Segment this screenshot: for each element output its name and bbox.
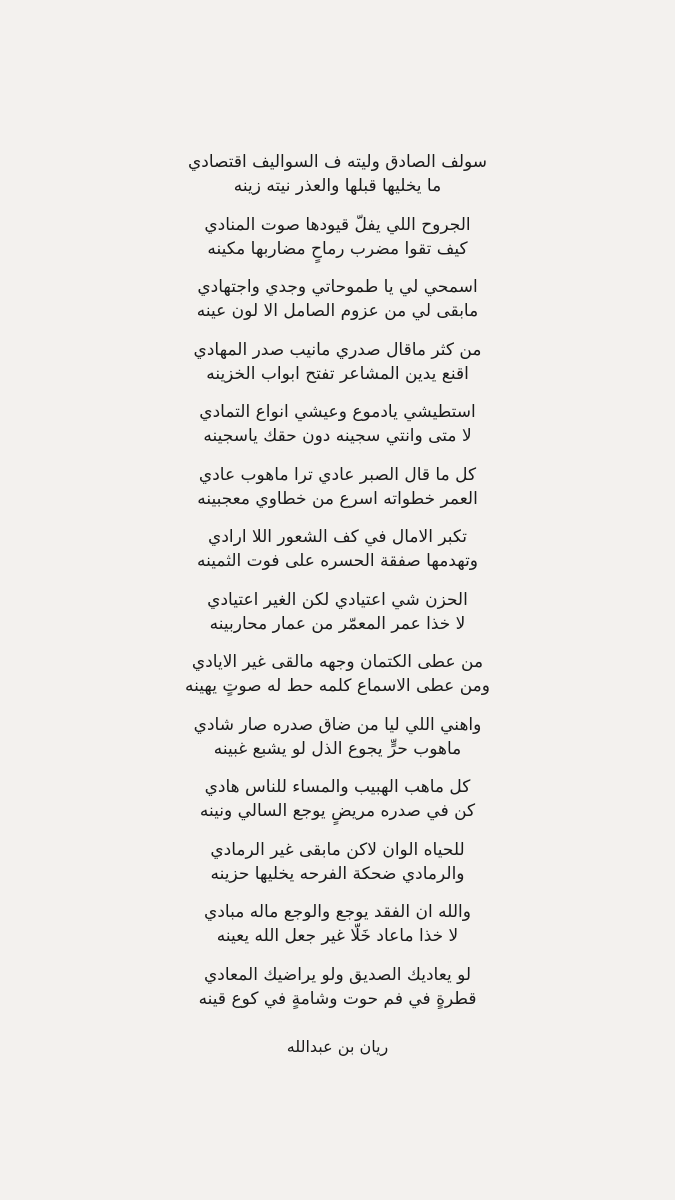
stanza-14 bbox=[0, 963, 675, 1026]
stanza-11 bbox=[0, 775, 675, 838]
verse-line: لا خذا ماعاد خَلّا غير جعل الله يعينه bbox=[216, 926, 459, 946]
stanza-8 bbox=[0, 588, 675, 651]
verse-line: ومن عطى الاسماع كلمه حط له صوتٍ يهينه bbox=[185, 676, 490, 696]
verse-line: وتهدمها صفقة الحسره على فوت الثمينه bbox=[197, 551, 479, 571]
verse-line: ما يخليها قبلها والعذر نيته زينه bbox=[233, 176, 442, 196]
verse-line: مابقى لي من عزوم الصامل الا لون عينه bbox=[196, 301, 479, 321]
verse-line: من عطى الكتمان وجهه مالقى غير الايادي bbox=[191, 652, 484, 672]
verse-line: اسمحي لي يا طموحاتي وجدي واجتهادي bbox=[197, 277, 478, 297]
verse-line: ماهوب حرٍّ يجوع الذل لو يشبع غبينه bbox=[213, 738, 462, 759]
verse-line: والله ان الفقد يوجع والوجع ماله مبادي bbox=[204, 902, 471, 922]
stanza-2 bbox=[0, 213, 675, 276]
verse-line: من كثر ماقال صدري مانيب صدر المهادي bbox=[193, 339, 482, 360]
verse-line: العمر خطواته اسرع من خطاوي معجبينه bbox=[197, 488, 478, 509]
stanza-12 bbox=[0, 838, 675, 901]
verse-line: للحياه الوان لاكن مابقى غير الرمادي bbox=[210, 839, 465, 860]
verse-line: سولف الصادق وليته ف السواليف اقتصادي bbox=[187, 152, 488, 172]
verse-line: كيف تقوا مضرب رماحٍ مضاربها مكينه bbox=[207, 238, 468, 259]
verse-line: قطرةٍ في فم حوت وشامةٍ في كوع قينه bbox=[198, 988, 477, 1009]
verse-line: لو يعاديك الصديق ولو يراضيك المعادي bbox=[203, 964, 472, 985]
poet-signature: ريان بن عبدالله bbox=[286, 1037, 389, 1056]
stanza-5 bbox=[0, 400, 675, 463]
stanza-7 bbox=[0, 525, 675, 588]
verse-line: تكبر الامال في كف الشعور اللا ارادي bbox=[208, 527, 467, 547]
verse-line: والرمادي ضحكة الفرحه يخليها حزينه bbox=[210, 863, 465, 884]
verse-line: اقنع يدين المشاعر تفتح ابواب الخزينه bbox=[206, 363, 469, 384]
verse-line: كن في صدره مريضٍ يوجع السالي ونينه bbox=[199, 801, 476, 821]
poem bbox=[0, 150, 675, 1059]
stanza-6 bbox=[0, 463, 675, 526]
stanza-1 bbox=[0, 150, 675, 213]
stanza-10 bbox=[0, 713, 675, 776]
verse-line: كل ما قال الصبر عادي ترا ماهوب عادي bbox=[198, 464, 477, 485]
stanza-9 bbox=[0, 650, 675, 713]
verse-line: لا خذا عمر المعمّر من عمار محاربينه bbox=[209, 613, 466, 634]
verse-line: استطيشي يادموع وعيشي انواع التمادي bbox=[199, 402, 476, 422]
stanza-13 bbox=[0, 900, 675, 963]
verse-line: واهني اللي ليا من ضاق صدره صار شادي bbox=[193, 714, 482, 735]
verse-line: كل ماهب الهبيب والمساء للناس هادي bbox=[204, 777, 471, 797]
stanza-4 bbox=[0, 338, 675, 401]
verse-line: الجروح اللي يفلّ قيودها صوت المنادي bbox=[204, 214, 471, 235]
verse-line: الحزن شي اعتيادي لكن الغير اعتيادي bbox=[207, 589, 468, 610]
stanza-3 bbox=[0, 275, 675, 338]
verse-line: لا متى وانتي سجينه دون حقك ياسجينه bbox=[203, 426, 472, 446]
